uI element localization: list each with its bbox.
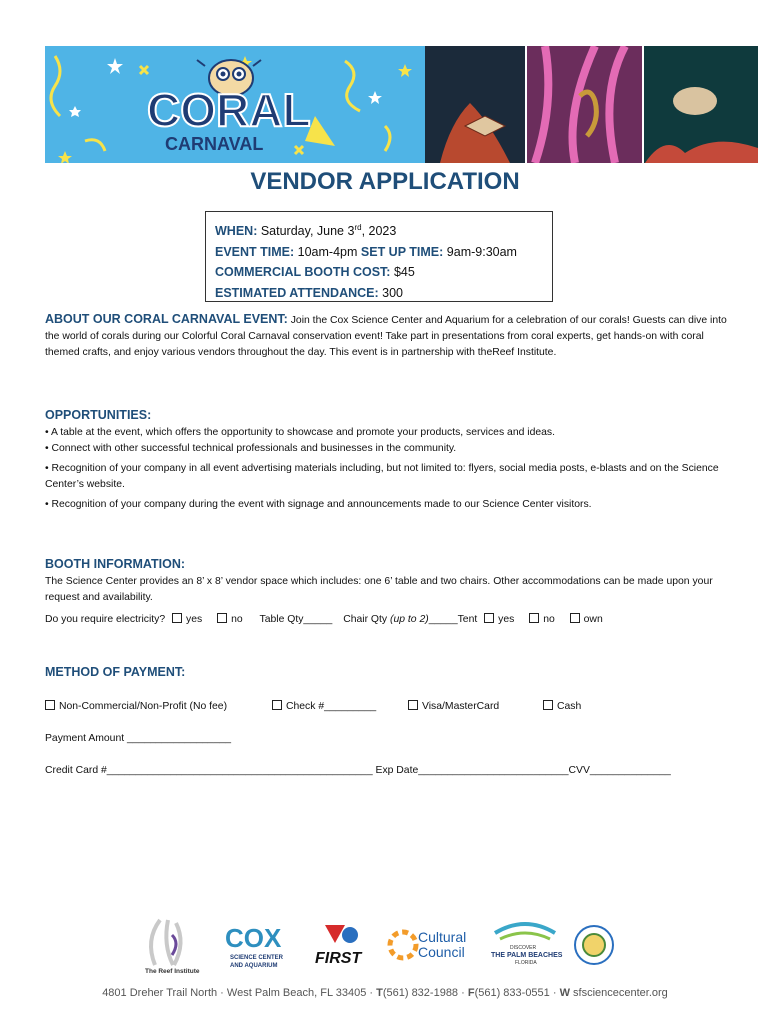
opportunities-section: [45, 407, 735, 513]
cultural-text2: Council: [418, 944, 465, 960]
first-logo: [315, 925, 362, 967]
visa-label: Visa/MasterCard: [422, 701, 500, 712]
cox-logo: [225, 923, 284, 969]
first-text: FIRST: [315, 950, 362, 967]
discover-text3: FLORIDA: [515, 960, 537, 966]
tent-own-checkbox[interactable]: [570, 613, 580, 623]
when-value: Saturday, June 3: [260, 224, 355, 239]
electricity-question: Do you require electricity?: [45, 614, 166, 625]
banner-art: [45, 46, 758, 163]
cost-value: $45: [393, 265, 415, 280]
visa-checkbox[interactable]: [408, 700, 418, 710]
credit-card-row: [45, 763, 745, 779]
attendance-value: 300: [382, 285, 403, 300]
cultural-text1: Cultural: [418, 929, 467, 945]
about-section: [45, 311, 735, 361]
phone-label: T: [376, 987, 383, 999]
address-text: 4801 Dreher Trail North · West Palm Beach, FL 33405 ·: [102, 987, 377, 999]
coral-photos: [425, 46, 758, 163]
electricity-no-checkbox[interactable]: [217, 613, 227, 623]
fax-label: F: [467, 987, 475, 999]
booth-section: [45, 556, 735, 628]
opportunities-heading: OPPORTUNITIES:: [45, 408, 152, 422]
website-link[interactable]: sfsciencecenter.org: [569, 987, 668, 999]
cash-checkbox[interactable]: [543, 700, 553, 710]
cox-sub1: SCIENCE CENTER: [230, 955, 284, 961]
opportunity-item: • A table at the event, which offers the opportunity to showcase and promote your products, services and ideas.: [45, 427, 555, 438]
cox-sub2: AND AQUARIUM: [230, 963, 278, 969]
chair-qty-label: Chair Qty: [343, 614, 388, 625]
when-year: , 2023: [361, 224, 397, 239]
exp-date-field[interactable]: Exp Date__________________________: [375, 765, 569, 776]
table-qty-field[interactable]: Table Qty_____: [259, 614, 333, 625]
event-time-value: 10am-4pm: [297, 244, 358, 259]
page-title: VENDOR APPLICATION: [250, 168, 520, 195]
cultural-council-logo: [390, 929, 466, 960]
electricity-row: [45, 612, 735, 628]
reef-text: The Reef Institute: [145, 968, 200, 975]
credit-card-field[interactable]: Credit Card #______________________________________________: [45, 765, 373, 776]
about-heading: ABOUT OUR CORAL CARNAVAL EVENT:: [45, 312, 288, 326]
attendance-label: ESTIMATED ATTENDANCE:: [215, 285, 379, 300]
discover-palm-beaches-logo: [491, 924, 563, 966]
chair-qty-note: (up to 2): [390, 614, 429, 625]
electricity-no-label: no: [231, 614, 243, 625]
opportunity-item: • Connect with other successful technical professionals and businesses in the community.: [45, 443, 457, 454]
tent-own-label: own: [583, 614, 603, 625]
check-label[interactable]: Check #_________: [286, 701, 377, 712]
booth-text: The Science Center provides an 8’ x 8’ vendor space which includes: one 6’ table and two chairs. Other accommodations can be made upon your request and availability.: [45, 576, 713, 603]
setup-time-value: 9am-9:30am: [446, 244, 517, 259]
nonprofit-checkbox[interactable]: [45, 700, 55, 710]
reef-institute-logo: [145, 920, 200, 975]
cvv-field[interactable]: CVV______________: [568, 765, 671, 776]
fax-value: (561) 833-0551 ·: [474, 987, 560, 999]
footer-address: [0, 987, 770, 999]
discover-text2: THE PALM BEACHES: [491, 952, 563, 959]
event-info-box: [205, 211, 553, 302]
cost-line: [215, 262, 543, 283]
event-banner: [45, 46, 758, 163]
chair-qty-field[interactable]: _____: [428, 614, 458, 625]
booth-heading: BOOTH INFORMATION:: [45, 557, 186, 571]
cox-text: COX: [225, 923, 282, 953]
palm-beach-county-seal: [575, 926, 613, 964]
logo-carnaval: CARNAVAL: [165, 134, 264, 154]
payment-heading: METHOD OF PAYMENT:: [45, 665, 186, 679]
payment-amount-field[interactable]: Payment Amount __________________: [45, 733, 232, 744]
cost-label: COMMERCIAL BOOTH COST:: [215, 265, 391, 280]
electricity-yes-label: yes: [186, 614, 203, 625]
discover-text1: DISCOVER: [510, 945, 537, 951]
tent-label: Tent: [457, 614, 478, 625]
opportunity-item: • Recognition of your company during the event with signage and announcements made to our Science Center visitors.: [45, 499, 592, 510]
cash-label: Cash: [557, 701, 582, 712]
tent-no-checkbox[interactable]: [529, 613, 539, 623]
when-line: [215, 218, 543, 242]
about-text: Join the Cox Science Center and Aquarium for a celebration of our corals! Guests can dive into the world of corals during our Colorful Coral Carnaval conservation event! Take part in presentations from coral experts, get hands-on with coral themed crafts, and enjoy various vendors throughout the day. This event is in partnership with theReef Institute.: [45, 315, 727, 358]
tent-yes-label: yes: [498, 614, 515, 625]
nonprofit-label: Non-Commercial/Non-Profit (No fee): [59, 701, 228, 712]
attendance-line: [215, 283, 543, 304]
event-time-label: EVENT TIME:: [215, 244, 295, 259]
when-sup: rd: [354, 223, 362, 232]
phone-value: (561) 832-1988 ·: [382, 987, 468, 999]
web-label: W: [559, 987, 570, 999]
event-time-line: [215, 242, 543, 263]
electricity-yes-checkbox[interactable]: [172, 613, 182, 623]
payment-section: [45, 664, 735, 680]
when-label: WHEN:: [215, 224, 258, 239]
logo-coral: CORAL: [147, 84, 311, 136]
setup-time-label: SET UP TIME:: [360, 244, 444, 259]
opportunity-item: • Recognition of your company in all event advertising materials including, but not limited to: flyers, social media posts, e-blasts and on the Science Center’s website.: [45, 463, 719, 490]
tent-yes-checkbox[interactable]: [484, 613, 494, 623]
check-checkbox[interactable]: [272, 700, 282, 710]
tent-no-label: no: [543, 614, 555, 625]
sponsor-logos: [0, 915, 770, 975]
